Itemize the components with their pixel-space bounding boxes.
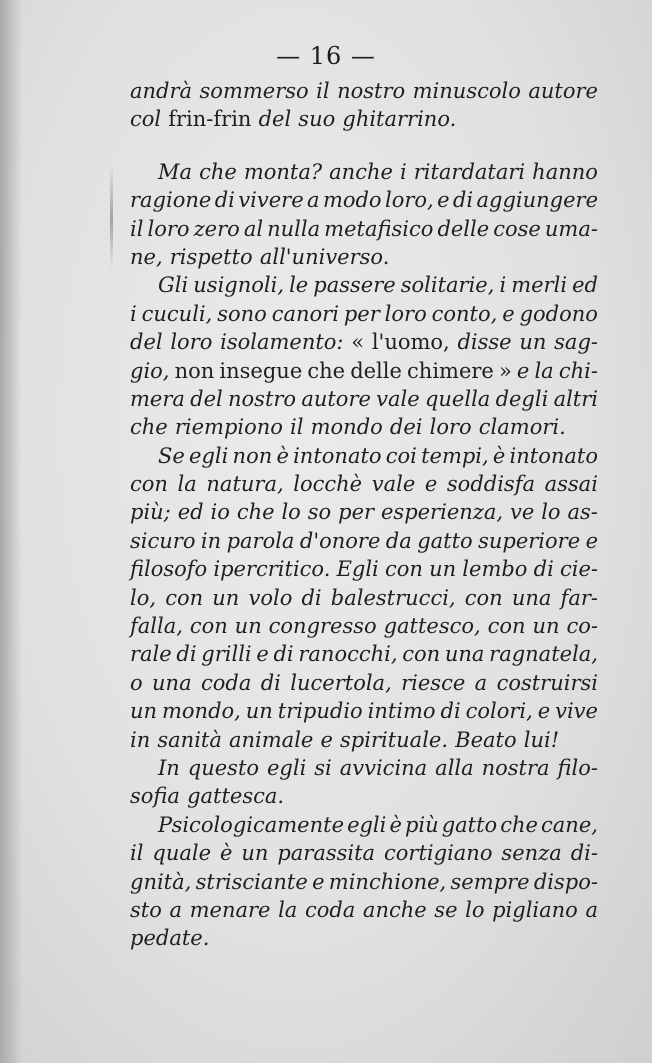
word: dei (389, 415, 423, 440)
word: riempiono (174, 415, 283, 440)
text-line (130, 839, 598, 867)
text-line (130, 726, 598, 754)
word: del (258, 107, 292, 132)
word: che (307, 358, 346, 383)
text-line (130, 442, 598, 470)
word: superiore (478, 528, 581, 553)
word: al (243, 216, 264, 241)
word: vale (371, 472, 416, 497)
word: costruirsi (496, 670, 598, 695)
word: colori, (465, 699, 533, 724)
word: non (232, 443, 273, 468)
paragraph (130, 77, 598, 134)
word: con (487, 614, 526, 639)
word: è (492, 443, 506, 468)
word: godono (519, 301, 598, 326)
paragraph-gap (130, 134, 598, 158)
word: del (130, 330, 163, 355)
word: sommerso (199, 79, 309, 103)
text-line (130, 612, 598, 640)
word: quella (424, 386, 491, 411)
word: Gli (158, 273, 189, 298)
word: nostra (481, 755, 550, 780)
word: loro (429, 415, 472, 440)
word: e (516, 358, 530, 383)
word: cortigiano (384, 841, 493, 866)
word: egli (347, 812, 387, 837)
word: in (200, 528, 222, 553)
text-line (130, 868, 598, 896)
word: uma- (544, 216, 598, 241)
word: si (314, 755, 332, 780)
word: del (190, 386, 223, 411)
text-line (130, 300, 598, 328)
text-line (130, 811, 598, 839)
word: ragnatela, (489, 642, 598, 667)
text-line (130, 640, 598, 668)
word: so (307, 500, 332, 525)
word: il (130, 216, 144, 241)
paragraph (130, 158, 598, 272)
word: nostro (337, 79, 406, 103)
word: locchè (293, 472, 363, 497)
word: di (533, 557, 554, 582)
word: coda (304, 897, 356, 922)
word: i (499, 273, 507, 298)
word: chi- (558, 358, 598, 383)
word: nulla (267, 216, 321, 241)
word: metafisico (324, 216, 434, 241)
word: una (152, 670, 192, 695)
word: il (316, 79, 330, 103)
word: In (158, 755, 180, 780)
word: una (444, 642, 485, 667)
word: è (389, 812, 402, 837)
word: loro (147, 216, 190, 241)
word: cie- (559, 557, 598, 582)
word: Egli (336, 557, 379, 582)
word: gattesco, (383, 614, 481, 639)
text-line (130, 215, 598, 243)
word: ed (177, 500, 204, 525)
word: avvicina (339, 755, 428, 780)
word: più; (130, 500, 171, 525)
word: di (301, 585, 322, 610)
word: andrà (130, 79, 193, 103)
word: animale (229, 727, 314, 752)
word: grilli (201, 642, 252, 667)
word: questo (187, 755, 260, 780)
word: dispo- (533, 869, 598, 894)
text-line (130, 924, 598, 952)
word: un (429, 557, 457, 582)
word: autore (301, 386, 371, 411)
word: disse (457, 330, 512, 355)
paragraph (130, 442, 598, 754)
word: minuscolo (412, 79, 521, 103)
word: Psicologicamente (158, 812, 344, 837)
word: isolamento: (220, 330, 344, 355)
word: i (130, 301, 137, 326)
word: mondo, (161, 699, 241, 724)
word: e (312, 869, 325, 894)
word: coi (385, 443, 417, 468)
word: lo (465, 897, 485, 922)
word: gattesca. (187, 784, 285, 809)
word: parassita (277, 841, 376, 866)
word: a (474, 670, 488, 695)
word: intonato (293, 443, 382, 468)
word: tempi, (421, 443, 489, 468)
page-crease-mark (110, 165, 113, 270)
word: a (585, 897, 598, 922)
word: vive (555, 699, 598, 724)
word: menare (189, 897, 271, 922)
word: pigliano (492, 897, 578, 922)
word: che (199, 159, 237, 184)
word: aggiungere (476, 188, 598, 213)
word: ne, (130, 244, 163, 269)
word: i (399, 159, 407, 184)
word: e (537, 699, 551, 724)
word: sto (130, 897, 162, 922)
word: e (437, 188, 450, 213)
word: non (174, 358, 215, 383)
word: congresso (268, 614, 377, 639)
word: se (434, 897, 458, 922)
word: rispetto (169, 244, 253, 269)
word: gnità, (130, 869, 192, 894)
word: egli (189, 443, 229, 468)
word: l'uomo, (371, 330, 450, 355)
word: all'universo. (259, 244, 390, 269)
word: insegue (219, 358, 303, 383)
word: e (502, 301, 515, 326)
word: altri (553, 386, 598, 411)
word: gio, (130, 358, 170, 383)
word: con (384, 557, 423, 582)
word: anche (362, 897, 427, 922)
word: sono (217, 301, 267, 326)
word: minchione, (328, 869, 447, 894)
word: le (289, 273, 309, 298)
word: filosofo (130, 557, 208, 582)
word: un (519, 330, 547, 355)
word: di (452, 188, 474, 213)
word: senza (501, 841, 562, 866)
word: è (219, 841, 233, 866)
word: coda (200, 670, 252, 695)
word: e (585, 528, 598, 553)
word: anche (329, 159, 393, 184)
word: passere (313, 273, 396, 298)
text-line (130, 328, 598, 356)
word: autore (528, 79, 598, 103)
word: « (351, 330, 365, 355)
word: il (130, 841, 144, 866)
word: con (130, 472, 168, 497)
word: sag- (554, 330, 598, 355)
word: ipercritico. (213, 557, 331, 582)
text-line (130, 470, 598, 498)
text-line (130, 754, 598, 782)
paragraph (130, 811, 598, 953)
text-line (130, 271, 598, 299)
text-line (130, 413, 598, 441)
word: egli (267, 755, 307, 780)
word: di (440, 699, 461, 724)
word: sofia (130, 784, 180, 809)
word: gatto (441, 812, 498, 837)
word: nostro (228, 386, 297, 411)
text-line (130, 527, 598, 555)
word: vale (376, 386, 420, 411)
word: e (424, 472, 438, 497)
word: la (534, 358, 554, 383)
word: di (273, 642, 294, 667)
word: io (210, 500, 230, 525)
word: che (130, 415, 168, 440)
word: cose (493, 216, 541, 241)
word: ve (509, 500, 535, 525)
word: delle (350, 358, 402, 383)
word: tripudio (277, 699, 363, 724)
word: volo (248, 585, 293, 610)
word: con (165, 585, 204, 610)
word: balestrucci, (330, 585, 456, 610)
word: natura, (206, 472, 284, 497)
text-line (130, 782, 598, 810)
word: più (404, 812, 439, 837)
word: un (245, 699, 273, 724)
word: conto, (431, 301, 498, 326)
word: solitarie, (400, 273, 495, 298)
word: intonato (509, 443, 598, 468)
word: di (176, 642, 197, 667)
word: con (189, 614, 228, 639)
word: Se (158, 443, 185, 468)
word: da (385, 528, 412, 553)
word: alla (435, 755, 474, 780)
word: far- (560, 585, 598, 610)
word: loro (170, 330, 213, 355)
word: ed (572, 273, 598, 298)
text-line (130, 896, 598, 924)
word: un (532, 614, 560, 639)
word: ragione (130, 188, 212, 213)
word: assai (544, 472, 598, 497)
word: intimo (367, 699, 436, 724)
word: e (320, 727, 333, 752)
word: di- (570, 841, 598, 866)
binding-shadow (0, 0, 22, 1063)
word: vivere (238, 188, 304, 213)
word: chimere (407, 358, 494, 383)
word: col (130, 107, 162, 132)
word: sempre (450, 869, 530, 894)
word: lo (281, 500, 301, 525)
word: un (241, 841, 269, 866)
word: la (278, 897, 298, 922)
word: lo (541, 500, 561, 525)
word: riesce (401, 670, 466, 695)
text-line (130, 243, 598, 271)
text-line (130, 158, 598, 186)
word: ghitarrino. (342, 107, 457, 132)
word: è (276, 443, 289, 468)
word: la (177, 472, 197, 497)
word: di (260, 670, 281, 695)
word: cane, (541, 812, 598, 837)
word: pedate. (130, 926, 210, 951)
paragraph (130, 754, 598, 811)
word: filo- (557, 755, 598, 780)
word: lembo (462, 557, 528, 582)
word: clamori. (478, 415, 566, 440)
word: falla, (130, 614, 183, 639)
text-line (130, 584, 598, 612)
word: frin-frin (168, 107, 252, 132)
word: degli (495, 386, 549, 411)
text-line (130, 385, 598, 413)
word: e (256, 642, 269, 667)
word: sicuro (130, 528, 196, 553)
word: lo, (130, 585, 157, 610)
text-line (130, 697, 598, 725)
word: Beato (455, 727, 517, 752)
word: strisciante (195, 869, 308, 894)
word: Ma (158, 159, 193, 184)
text-line (130, 186, 598, 214)
word: canori (271, 301, 339, 326)
text-line (130, 105, 598, 133)
word: per (343, 301, 380, 326)
word: quale (152, 841, 212, 866)
word: un (212, 585, 240, 610)
word: monta? (243, 159, 323, 184)
word: parola (226, 528, 295, 553)
word: un (234, 614, 262, 639)
word: lucertola, (290, 670, 392, 695)
word: ritardatari (413, 159, 526, 184)
word: a (307, 188, 320, 213)
word: con (402, 642, 441, 667)
word: che (236, 500, 275, 525)
word: il (290, 415, 304, 440)
word: mondo (310, 415, 383, 440)
word: delle (437, 216, 490, 241)
word: mera (130, 386, 185, 411)
word: d'onore (299, 528, 381, 553)
word: merli (511, 273, 568, 298)
word: » (498, 358, 512, 383)
paragraph (130, 271, 598, 441)
body-text (130, 77, 598, 953)
word: usignoli, (193, 273, 285, 298)
word: loro (384, 301, 427, 326)
word: as- (567, 500, 598, 525)
text-line (130, 669, 598, 697)
word: modo (322, 188, 382, 213)
word: loro, (384, 188, 434, 213)
word: suo (298, 107, 336, 132)
text-line (130, 498, 598, 526)
word: cuculi, (141, 301, 213, 326)
word: gatto (417, 528, 473, 553)
word: in (130, 727, 151, 752)
word: zero (193, 216, 240, 241)
word: per (338, 500, 375, 525)
word: hanno (532, 159, 598, 184)
text-line (130, 555, 598, 583)
word: che (500, 812, 538, 837)
word: spirituale. (340, 727, 449, 752)
text-line (130, 357, 598, 385)
word: rale (130, 642, 172, 667)
word: ranocchi, (298, 642, 398, 667)
word: esperienza, (380, 500, 504, 525)
word: a (169, 897, 182, 922)
word: sanità (157, 727, 222, 752)
word: una (511, 585, 552, 610)
text-line (130, 77, 598, 105)
word: con (464, 585, 503, 610)
page-number: — 16 — (276, 42, 376, 70)
word: co- (566, 614, 598, 639)
word: o (130, 670, 143, 695)
word: lui! (523, 727, 560, 752)
word: di (214, 188, 235, 213)
word: un (130, 699, 158, 724)
word: soddisfa (446, 472, 535, 497)
